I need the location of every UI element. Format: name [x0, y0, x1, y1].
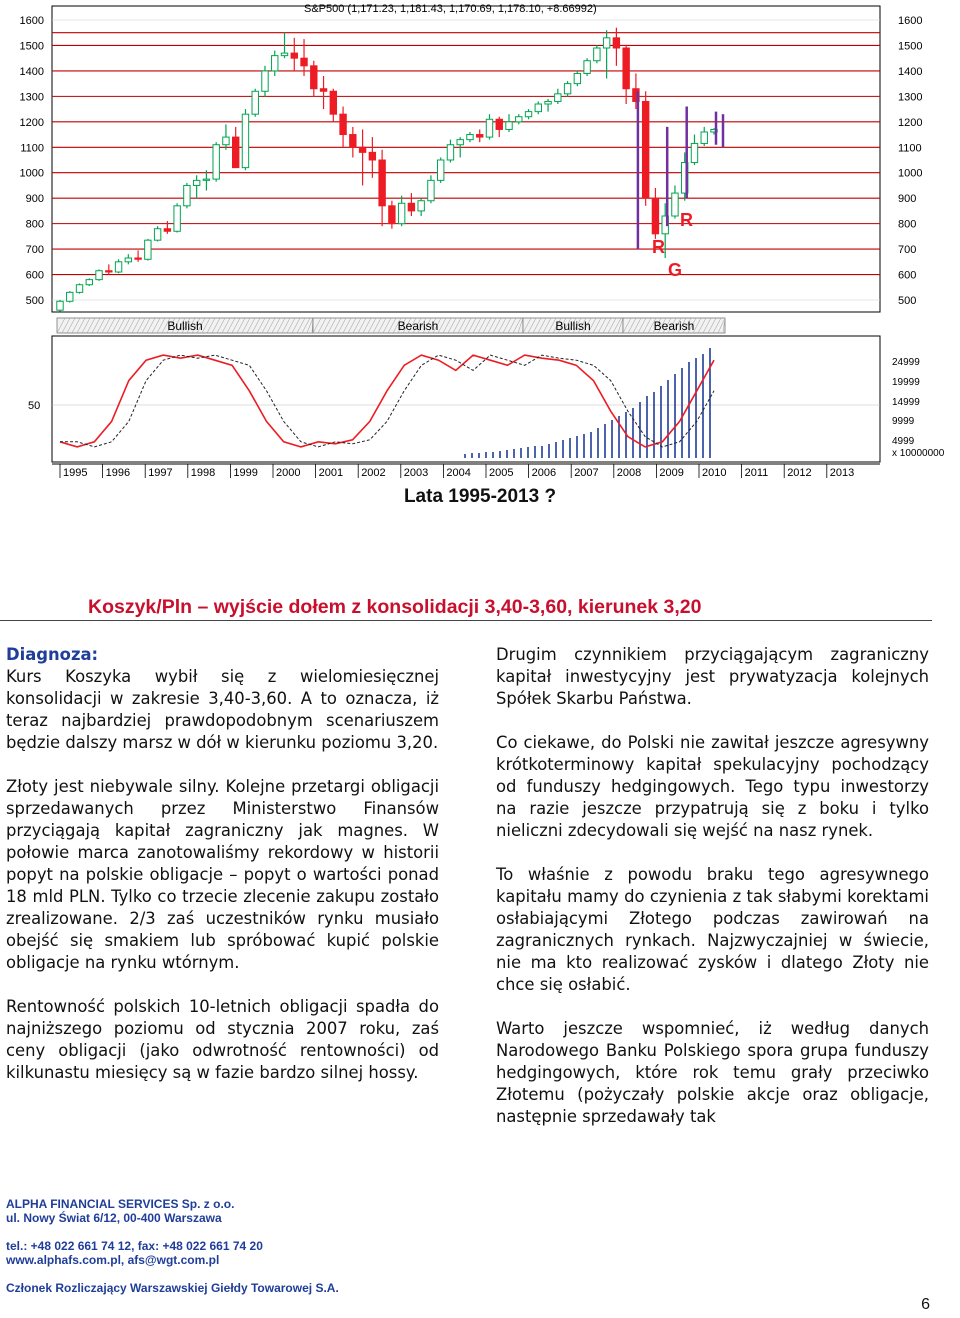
candle-body [184, 185, 190, 205]
candle-body [584, 61, 590, 74]
candle-body [281, 53, 287, 56]
candle-body [76, 285, 82, 293]
candle-body [164, 229, 170, 232]
y-tick-label-right: 1500 [898, 40, 923, 53]
y-tick-label-right: 1400 [898, 65, 923, 78]
x-tick-label: 2004 [446, 467, 471, 479]
volume-tick-label: 4999 [892, 436, 915, 447]
x-tick-label: 1998 [190, 467, 216, 479]
candle-body [272, 56, 278, 71]
signal-annotation: R [680, 210, 693, 230]
membership-note: Członek Rozliczający Warszawskiej Giełdy Towarowej S.A. [6, 1281, 339, 1295]
headline-divider [0, 620, 932, 621]
y-tick-label-right: 1300 [898, 91, 923, 104]
chart-title: S&P500 (1,171.23, 1,181.43, 1,170.69, 1,178.10, +8.66992) [304, 3, 597, 15]
y-tick-label-right: 1600 [898, 15, 923, 27]
paragraph: Warto jeszcze wspomnieć, iż według danych Narodowego Banku Polskiego spora grupa funduszy hedgingowych, które rok temu grały przeciwko Złotemu (pożyczały polskie akcje oraz obligacje, następnie sprzedawały tak [496, 1019, 929, 1126]
y-tick-label: 1600 [19, 15, 44, 27]
y-tick-label-right: 500 [898, 295, 917, 307]
candle-body [359, 147, 365, 152]
candle-body [369, 152, 375, 160]
candle-body [213, 145, 219, 179]
candle-body [252, 91, 258, 114]
x-tick-label: 2008 [616, 467, 642, 479]
candle-body [408, 203, 414, 211]
x-tick-label: 2002 [361, 467, 386, 479]
candle-body [311, 66, 317, 89]
x-tick-label: 2013 [829, 467, 855, 479]
y-tick-label: 1000 [19, 167, 44, 180]
trend-band-label: Bullish [555, 319, 591, 333]
oscillator-label: 50 [28, 400, 41, 412]
y-tick-label: 800 [25, 218, 44, 231]
y-tick-label: 1400 [19, 65, 44, 78]
y-tick-label-right: 600 [898, 269, 917, 282]
candle-body [57, 301, 63, 310]
candle-body [350, 135, 356, 148]
candle-body [340, 114, 346, 134]
candle-body [115, 262, 121, 272]
paragraph: Rentowność polskich 10-letnich obligacji spadła do najniższego poziomu od stycznia 2007 roku, zaś ceny obligacji (jako odwrotność rentowności) od kilkunastu miesięcy są w fazie bardzo silnej hossy. [6, 997, 439, 1082]
oscillator-panel-frame [52, 336, 880, 462]
candle-body [447, 145, 453, 160]
candle-body [594, 48, 600, 61]
y-tick-label-right: 1100 [898, 142, 922, 155]
candle-body [506, 122, 512, 130]
paragraph-text: Kurs Koszyka wybił się z wielomiesięcznej konsolidacji w zakresie 3,40-3,60. A to oznacza, iż teraz najbardziej prawdopodobnym scenariuszem będzie dalszy marsz w dół w kierunku poziomu 3,20. [6, 667, 439, 752]
left-column [6, 644, 439, 1106]
y-tick-label: 700 [25, 244, 44, 257]
x-tick-label: 2012 [787, 467, 812, 479]
candle-body [86, 280, 92, 285]
candle-body [301, 58, 307, 66]
oscillator-signal-line [60, 355, 714, 447]
article-headline: Koszyk/Pln – wyjście dołem z konsolidacji 3,40-3,60, kierunek 3,20 [88, 596, 702, 618]
paragraph: Złoty jest niebywale silny. Kolejne przetargi obligacji sprzedawanych przez Ministerstwo Finansów przyciągają kapitał zagraniczny jak magnes. W połowie marca zanotowaliśmy rekordowy w historii popyt na polskie obligacje – popyt o wartości ponad 18 mld PLN. Tylko co trzecie zlecenie zakupu zostało zrealizowane. 2/3 zaś uczestników rynku musiało obejść się smakiem lub spróbować kupić polskie obligacje na rynku wtórnym. [6, 777, 439, 972]
chart-caption: Lata 1995-2013 ? [403, 486, 557, 507]
candle-body [691, 143, 697, 162]
candle-body [603, 38, 609, 48]
diagnosis-label: Diagnoza: [6, 645, 99, 664]
y-tick-label-right: 1000 [898, 167, 923, 180]
candle-body [477, 135, 483, 138]
x-tick-label: 2003 [403, 467, 429, 479]
candle-body [135, 258, 141, 259]
candle-body [428, 180, 434, 200]
candle-body [535, 104, 541, 112]
price-panel-frame [52, 6, 880, 312]
candle-body [223, 137, 229, 145]
y-tick-label-right: 800 [898, 218, 917, 231]
candle-body [652, 198, 658, 234]
y-tick-label: 500 [25, 295, 44, 307]
x-tick-label: 2011 [744, 467, 769, 479]
x-tick-label: 1997 [148, 467, 173, 479]
volume-tick-label: 14999 [892, 397, 920, 408]
candle-body [545, 101, 551, 104]
paragraph: Co ciekawe, do Polski nie zawitał jeszcze agresywny krótkoterminowy kapitał spekulacyjny pochodzący od funduszy hedgingowych. Tego typu inwestorzy na razie jeszcze przypatrują się z boku i tylko nieliczni zdecydowali się wejść na nasz rynek. [496, 733, 929, 840]
candle-body [486, 119, 492, 137]
diagnosis-paragraph [6, 644, 439, 754]
y-tick-label: 1300 [19, 91, 44, 104]
y-tick-label-right: 700 [898, 244, 917, 257]
y-tick-label: 900 [25, 193, 44, 206]
candle-body [496, 119, 502, 129]
candle-body [623, 48, 629, 89]
volume-tick-label: x 10000000 [892, 448, 945, 459]
y-tick-label: 1100 [20, 142, 44, 155]
paragraph: Drugim czynnikiem przyciągającym zagraniczny kapitał inwestycyjny jest prywatyzacja kolejnych Spółek Skarbu Państwa. [496, 645, 929, 708]
paragraph: To właśnie z powodu braku tego agresywnego kapitału mamy do czynienia z tak słabymi korektami osłabiającymi Złotego podczas zawirowań na zagranicznych rynkach. Najzwyczajniej w świecie, nie ma kto realizować zysków i dlatego Złoty nie chce się osłabić. [496, 865, 929, 994]
candle-body [398, 203, 404, 223]
company-name: ALPHA FINANCIAL SERVICES Sp. z o.o. [6, 1197, 235, 1211]
candle-body [555, 94, 561, 102]
contact-web[interactable]: www.alphafs.com.pl, afs@wgt.com.pl [6, 1253, 220, 1267]
y-tick-label: 1200 [19, 116, 44, 129]
candle-body [106, 271, 112, 272]
candle-body [154, 229, 160, 240]
trend-band-label: Bearish [397, 319, 439, 333]
x-tick-label: 2001 [318, 467, 344, 479]
page-number: 6 [921, 1296, 930, 1313]
candle-body [437, 160, 443, 180]
x-tick-label: 1995 [63, 467, 88, 479]
candle-body [389, 206, 395, 224]
y-tick-label-right: 900 [898, 193, 917, 206]
candle-body [525, 112, 531, 117]
x-tick-label: 1999 [233, 467, 258, 479]
candle-body [672, 193, 678, 216]
candle-body [467, 135, 473, 140]
candle-body [262, 71, 268, 91]
candle-body [564, 84, 570, 94]
x-tick-label: 2005 [489, 467, 514, 479]
candle-body [379, 160, 385, 206]
candle-body [457, 140, 463, 145]
y-tick-label: 600 [25, 269, 44, 282]
candle-body [330, 91, 336, 114]
candle-body [233, 137, 239, 168]
candle-body [125, 258, 131, 262]
trend-band-label: Bearish [653, 319, 695, 333]
x-tick-label: 1996 [105, 467, 131, 479]
footer [6, 1197, 339, 1295]
x-tick-label: 2010 [702, 467, 727, 479]
signal-annotation: G [668, 260, 683, 280]
x-tick-label: 2009 [659, 467, 684, 479]
candle-body [642, 101, 648, 198]
contact-phone: tel.: +48 022 661 74 12, fax: +48 022 661 74 20 [6, 1239, 263, 1253]
y-tick-label-right: 1200 [898, 116, 923, 129]
candle-body [242, 114, 248, 167]
candle-body [291, 53, 297, 58]
volume-tick-label: 9999 [892, 416, 915, 427]
trend-band-label: Bullish [167, 319, 203, 333]
oscillator-line [60, 355, 714, 447]
candle-body [516, 117, 522, 122]
right-column [496, 644, 929, 1150]
candle-body [145, 240, 151, 259]
x-tick-label: 2007 [574, 467, 599, 479]
x-tick-label: 2000 [276, 467, 301, 479]
candle-body [174, 206, 180, 231]
candle-body [193, 180, 199, 185]
x-tick-label: 2006 [531, 467, 557, 479]
candle-body [203, 179, 209, 180]
candle-body [701, 132, 707, 143]
candle-body [320, 89, 326, 92]
candle-body [96, 271, 102, 280]
volume-tick-label: 24999 [892, 357, 920, 368]
volume-tick-label: 19999 [892, 377, 920, 388]
company-address: ul. Nowy Świat 6/12, 00-400 Warszawa [6, 1211, 222, 1225]
candle-body [574, 73, 580, 83]
signal-annotation: R [652, 237, 665, 257]
y-tick-label: 1500 [19, 40, 44, 53]
candle-body [418, 201, 424, 211]
candle-body [613, 38, 619, 48]
candle-body [67, 292, 73, 301]
chart-svg [0, 0, 960, 480]
sp500-chart [0, 0, 960, 480]
